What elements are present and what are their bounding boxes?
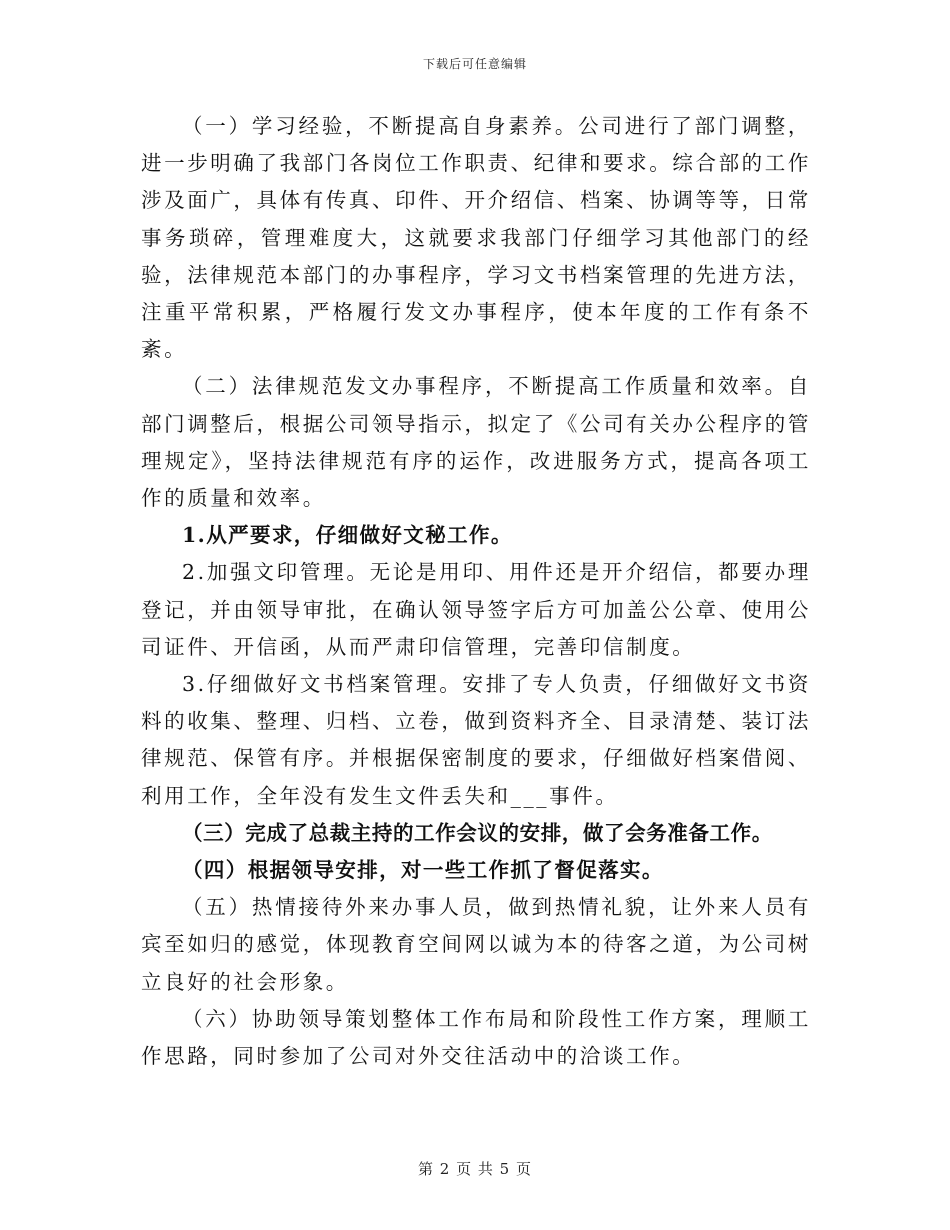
- document-body: [141, 108, 811, 1075]
- paragraph-item-3: 3.仔细做好文书档案管理。安排了专人负责，仔细做好文书资料的收集、整理、归档、立卷，做到资料齐全、目录清楚、装订法律规范、保管有序。并根据保密制度的要求，仔细做好档案借阅、利用工作，全年没有发生文件丢失和___事件。: [141, 672, 811, 808]
- paragraph-item-2: 2.加强文印管理。无论是用印、用件还是开介绍信，都要办理登记，并由领导审批，在确认领导签字后方可加盖公公章、使用公司证件、开信函，从而严肃印信管理，完善印信制度。: [141, 560, 811, 659]
- paragraph-section-4: （四）根据领导安排，对一些工作抓了督促落实。: [182, 858, 664, 883]
- page-footer: 第 2 页 共 5 页: [418, 1160, 532, 1178]
- paragraph-item-1: 1.从严要求，仔细做好文秘工作。: [182, 523, 513, 548]
- paragraph-section-3: （三）完成了总裁主持的工作会议的安排，做了会务准备工作。: [182, 820, 773, 845]
- paragraph-section-5: （五）热情接待外来办事人员，做到热情礼貌，让外来人员有宾至如归的感觉，体现教育空间网以诚为本的待客之道，为公司树立良好的社会形象。: [141, 895, 811, 994]
- paragraph-section-2: （二）法律规范发文办事程序，不断提高工作质量和效率。自部门调整后，根据公司领导指示，拟定了《公司有关办公程序的管理规定》，坚持法律规范有序的运作，改进服务方式，提高各项工作的质量和效率。: [141, 374, 811, 511]
- paragraph-section-6: （六）协助领导策划整体工作布局和阶段性工作方案，理顺工作思路，同时参加了公司对外交往活动中的洽谈工作。: [141, 1006, 811, 1069]
- paragraph-section-1: （一）学习经验，不断提高自身素养。公司进行了部门调整，进一步明确了我部门各岗位工作职责、纪律和要求。综合部的工作涉及面广，具体有传真、印件、开介绍信、档案、协调等等，日常事务琐碎，管理难度大，这就要求我部门仔细学习其他部门的经验，法律规范本部门的办事程序，学习文书档案管理的先进方法，注重平常积累，严格履行发文办事程序，使本年度的工作有条不紊。: [141, 114, 811, 362]
- page-header: 下载后可任意编辑: [422, 57, 527, 71]
